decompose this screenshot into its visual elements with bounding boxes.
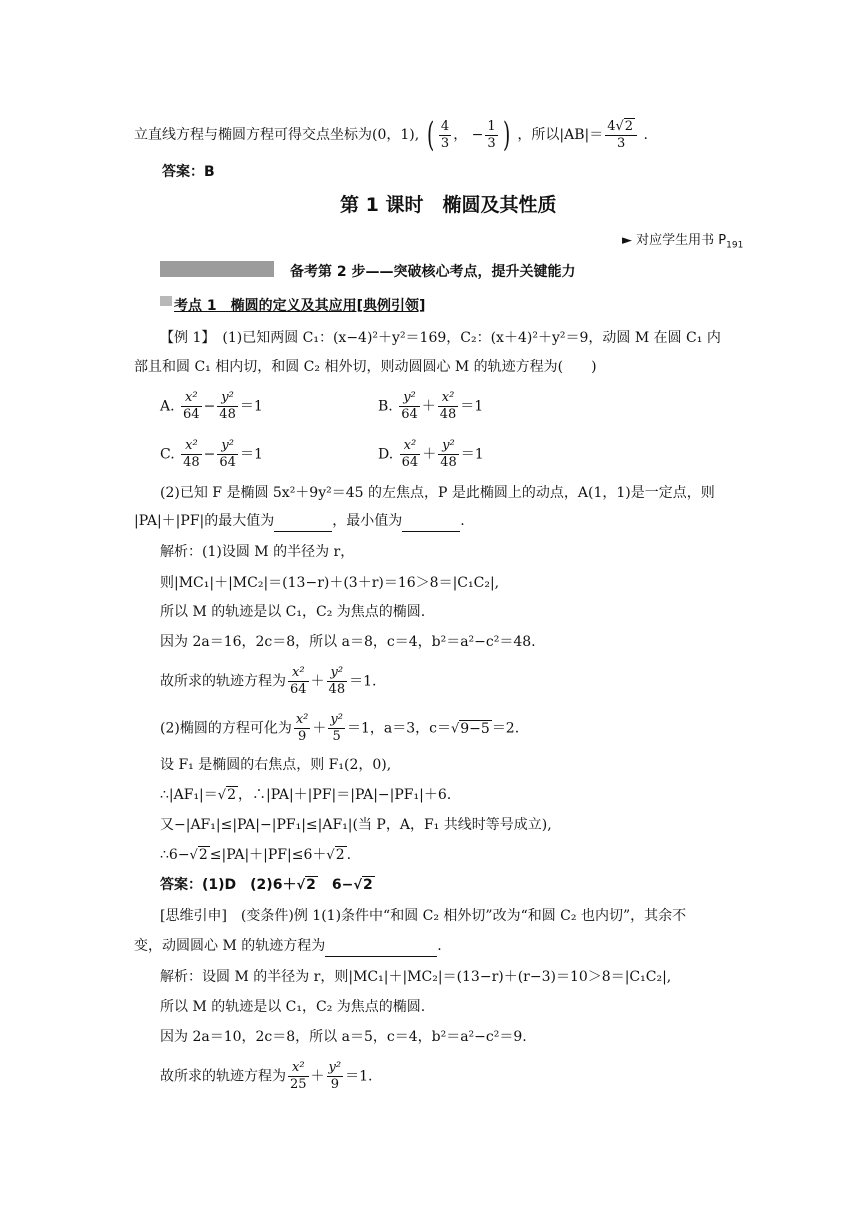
step-heading: 备考第 2 步——突破核心考点，提升关键能力 — [290, 264, 576, 280]
text: ≤|PA|＋|PF|≤6＋ — [209, 847, 327, 863]
fraction — [399, 390, 420, 423]
period: . — [437, 938, 442, 954]
frac-num: x² — [292, 665, 305, 680]
operator: ＋ — [310, 1068, 325, 1085]
sqrt-sign: √ — [615, 119, 624, 134]
frac-num: x² — [185, 390, 198, 405]
frac-den: 64 — [401, 407, 418, 422]
text: ＝2. — [491, 720, 520, 737]
text: ，∴|PA|＋|PF|＝|PA|−|PF₁|＋6. — [238, 787, 452, 803]
period: . — [460, 513, 465, 529]
frac-den: 64 — [219, 455, 236, 470]
option-label: C. — [160, 446, 175, 463]
frac-den: 48 — [440, 455, 457, 470]
frac-num: y² — [330, 712, 343, 727]
radicand: 2 — [227, 787, 236, 803]
frac-den: 9 — [294, 728, 311, 745]
frac-den: 3 — [487, 135, 496, 151]
frac-num: x² — [295, 712, 309, 727]
fraction — [181, 390, 202, 423]
fraction — [288, 665, 309, 698]
text: ＝1，a＝3，c＝ — [346, 720, 451, 737]
answer-blank — [325, 936, 437, 957]
frac-num: x² — [441, 390, 455, 405]
operator: ＋ — [421, 398, 436, 415]
intersection-line — [134, 115, 648, 155]
radicand: 2 — [363, 877, 373, 893]
frac-num — [605, 118, 637, 135]
frac-num: y² — [221, 438, 234, 453]
frac-den: 3 — [605, 135, 637, 152]
point-y-fraction — [485, 119, 497, 152]
fraction — [327, 665, 348, 698]
operator: ＋ — [310, 673, 325, 690]
solution-line-10 — [160, 845, 351, 866]
radicand: 2 — [306, 877, 316, 893]
solution-line-6 — [160, 712, 519, 745]
fraction — [438, 438, 459, 471]
frac-num: x² — [185, 438, 198, 453]
solution2-line-3: 因为 2a＝10，2c＝8，所以 a＝5，c＝4，b²＝a²−c²＝9. — [160, 1029, 527, 1045]
answer-b: 答案：B — [162, 164, 215, 180]
operator: ＋ — [422, 446, 437, 463]
frac-den: 9 — [327, 1076, 344, 1093]
period: . — [643, 127, 648, 143]
max-blank — [274, 511, 332, 532]
example-line-2: 部且和圆 C₁ 相内切，和圆 C₂ 相外切，则动圆圆心 M 的轨迹方程为( ) — [134, 359, 597, 375]
frac-den: 64 — [401, 455, 419, 470]
frac-num: y² — [442, 438, 455, 453]
frac-num: x² — [403, 438, 417, 453]
siwei-line-1: [思维引申] (变条件)例 1(1)条件中“和圆 C₂ 相外切”改为“和圆 C₂ 也内切”，其余不 — [160, 908, 687, 924]
siwei-line-2 — [134, 936, 442, 957]
kaodian-icon — [160, 296, 172, 306]
question-2-line-2 — [134, 511, 465, 532]
radicand: 2 — [335, 847, 345, 863]
operator: − — [203, 446, 216, 463]
reference-line — [622, 231, 743, 256]
point-sep: ， − — [453, 127, 484, 143]
fraction — [288, 1060, 309, 1093]
page-number: 191 — [726, 240, 744, 251]
solution2-line-2: 所以 M 的轨迹是以 C₁，C₂ 为焦点的椭圆. — [160, 999, 426, 1015]
frac-num: x² — [292, 1060, 305, 1075]
example-line-1: 【例 1】 (1)已知两圆 C₁：(x−4)²＋y²＝169，C₂：(x＋4)²＋y²＝9，动圆 M 在圆 C₁ 内 — [160, 330, 721, 346]
arrow-icon: ► — [622, 233, 632, 248]
solution-line-5 — [160, 665, 376, 698]
max-text: |PA|＋|PF|的最大值为 — [134, 513, 275, 529]
solution-line-1: 解析：(1)设圆 M 的半径为 r， — [160, 544, 355, 560]
rhs: ＝1 — [460, 446, 484, 463]
frac-den: 25 — [290, 1077, 307, 1092]
answer-2 — [160, 875, 375, 896]
text: 答案：(1)D (2)6＋ — [160, 877, 297, 893]
frac-num: y² — [328, 1060, 342, 1075]
rhs: ＝1 — [460, 398, 484, 415]
frac-den: 64 — [183, 407, 200, 422]
radicand: 2 — [198, 847, 208, 863]
text: 故所求的轨迹方程为 — [160, 673, 286, 690]
kaodian-heading — [174, 296, 425, 316]
frac-num: y² — [221, 390, 234, 405]
rhs: ＝1 — [239, 398, 263, 415]
intersection-text: 立直线方程与椭圆方程可得交点坐标为(0，1), — [134, 127, 420, 143]
kaodian-text: 考点 1 椭圆的定义及其应用[典例引领] — [174, 298, 426, 314]
fraction — [327, 1060, 344, 1093]
frac-num: 4 — [440, 118, 450, 134]
text: 故所求的轨迹方程为 — [160, 1068, 286, 1085]
option-label: D. — [378, 446, 394, 463]
solution2-line-1: 解析：设圆 M 的半径为 r，则|MC₁|＋|MC₂|＝(13−r)＋(r−3)＝10＞8＝|C₁C₂|, — [160, 969, 672, 985]
fraction — [328, 712, 345, 745]
option-label: B. — [378, 398, 393, 415]
solution-line-8 — [160, 785, 451, 806]
sqrt-sign: √ — [450, 721, 460, 737]
operator: − — [203, 398, 216, 415]
sqrt-sign: √ — [189, 848, 198, 863]
option-d — [378, 438, 484, 471]
fraction — [181, 438, 202, 471]
text: (2)椭圆的方程可化为 — [160, 720, 292, 737]
option-c — [160, 438, 263, 471]
fraction — [217, 390, 238, 423]
min-text: ，最小值为 — [332, 513, 403, 529]
solution-line-2: 则|MC₁|＋|MC₂|＝(13−r)＋(3＋r)＝16＞8＝|C₁C₂|, — [160, 575, 500, 591]
rhs: ＝1 — [239, 446, 263, 463]
text: ∴6− — [160, 847, 190, 863]
radicand: 9−5 — [460, 720, 490, 737]
point-x-fraction — [439, 119, 451, 152]
fraction — [217, 438, 238, 471]
frac-den: 5 — [328, 728, 345, 745]
sqrt-sign: √ — [296, 878, 306, 893]
option-a — [160, 390, 263, 423]
solution2-line-4 — [160, 1060, 372, 1093]
frac-den: 48 — [439, 407, 457, 422]
option-b — [378, 390, 483, 423]
coef: 4 — [607, 119, 616, 134]
text: . — [346, 847, 352, 863]
rhs: ＝1. — [349, 673, 377, 690]
fraction — [400, 438, 421, 471]
frac-den: 48 — [328, 682, 346, 697]
text: 变，动圆圆心 M 的轨迹方程为 — [134, 938, 326, 954]
right-paren: ) — [502, 115, 510, 155]
sqrt-sign: √ — [353, 878, 363, 893]
frac-den: 3 — [440, 135, 450, 151]
question-2-line-1: (2)已知 F 是椭圆 5x²＋9y²＝45 的左焦点，P 是此椭圆上的动点，A(1，1)是一定点，则 — [160, 485, 715, 501]
sqrt-sign: √ — [326, 848, 335, 863]
min-blank — [402, 511, 460, 532]
sqrt-sign: √ — [217, 788, 227, 803]
option-label: A. — [160, 398, 175, 415]
fraction — [294, 712, 311, 745]
left-paren: ( — [426, 115, 434, 155]
text: 6− — [317, 877, 354, 893]
solution-line-3: 所以 M 的轨迹是以 C₁，C₂ 为焦点的椭圆. — [160, 604, 426, 620]
ab-fraction — [605, 118, 637, 152]
radicand: 2 — [624, 119, 634, 134]
frac-den: 48 — [183, 455, 200, 470]
ab-text: ，所以|AB|＝ — [517, 127, 604, 143]
fraction — [438, 390, 459, 423]
text: ∴|AF₁|＝ — [160, 787, 218, 803]
frac-num: y² — [403, 390, 416, 405]
frac-num: 1 — [487, 118, 496, 134]
rhs: ＝1. — [345, 1068, 373, 1085]
frac-den: 48 — [219, 407, 236, 422]
lesson-title: 第 1 课时 椭圆及其性质 — [340, 194, 557, 216]
frac-num: y² — [330, 665, 344, 680]
solution-line-7: 设 F₁ 是椭圆的右焦点，则 F₁(2，0), — [160, 757, 392, 773]
solution-line-4: 因为 2a＝16，2c＝8，所以 a＝8，c＝4，b²＝a²−c²＝48. — [160, 634, 536, 650]
solution-line-9: 又−|AF₁|≤|PA|−|PF₁|≤|AF₁|(当 P，A，F₁ 共线时等号成立), — [160, 817, 552, 833]
frac-den: 64 — [290, 682, 307, 697]
reference-text: 对应学生用书 P — [636, 233, 727, 248]
operator: ＋ — [312, 720, 327, 737]
step-bar — [160, 261, 274, 277]
